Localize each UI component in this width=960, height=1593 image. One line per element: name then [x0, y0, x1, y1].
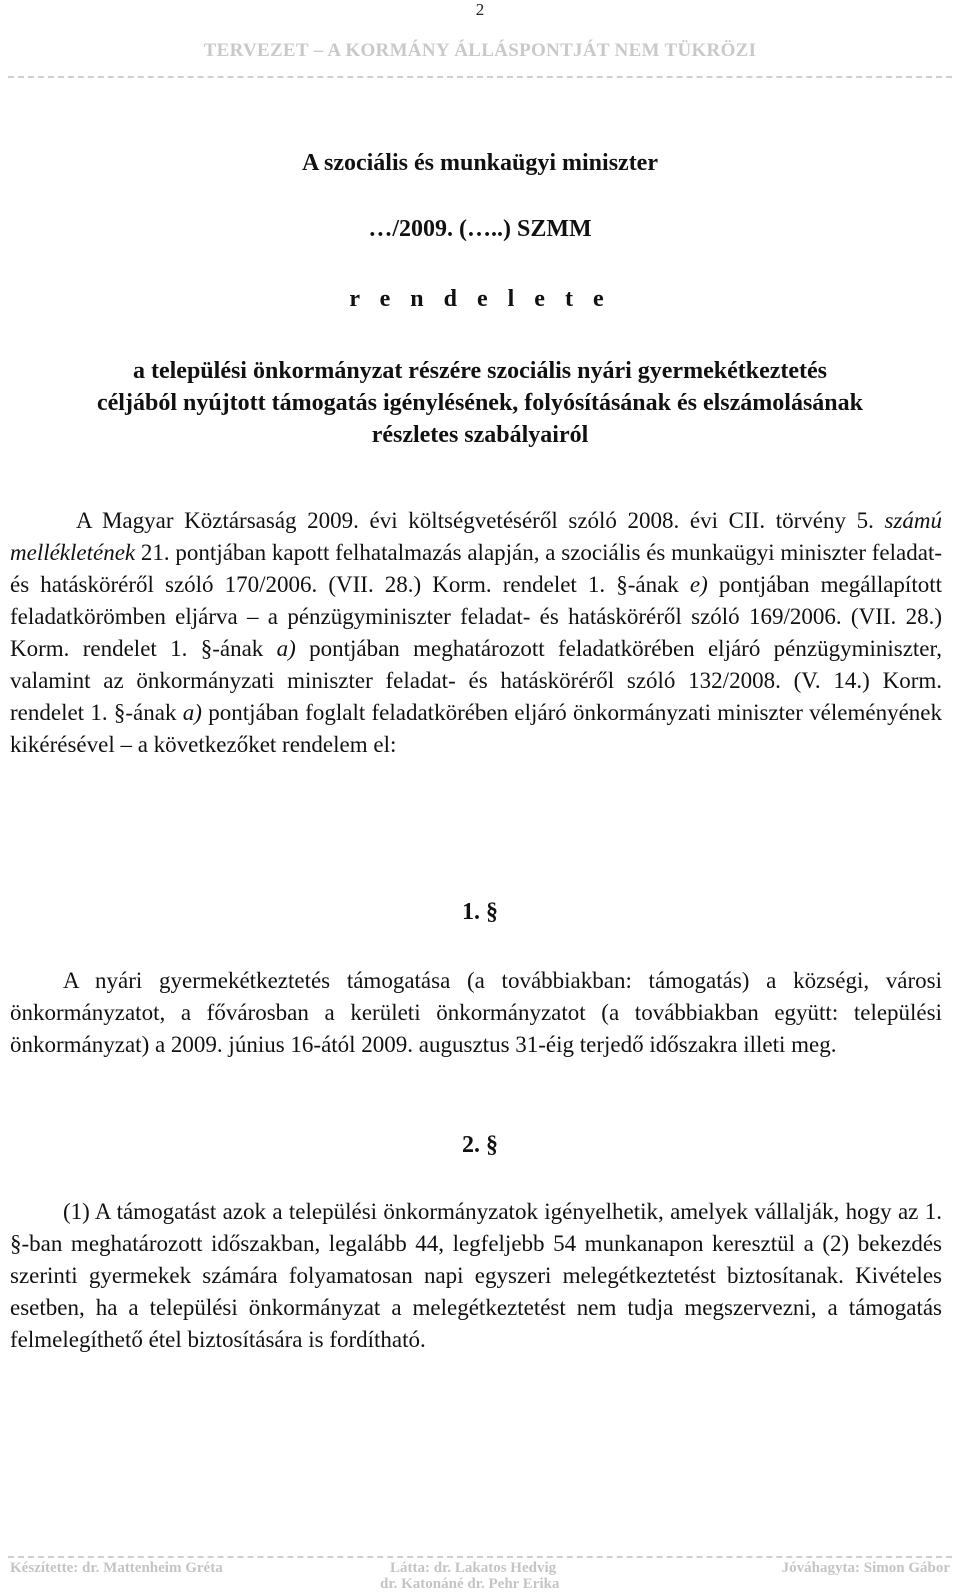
footer: [10, 1560, 950, 1592]
preamble-text: pontjában foglalt feladatkörében eljáró önkormányzati miniszter véleményének kikérésével – a következőket rendelem el:: [10, 700, 942, 757]
preamble-italic: a): [182, 700, 202, 725]
ministry-heading: A szociális és munkaügyi miniszter: [301, 150, 658, 176]
footer-approved-by: Jóváhagyta: Simon Gábor: [781, 1560, 950, 1576]
preamble-text: A Magyar Köztársaság 2009. évi költségvetéséről szóló 2008. évi CII. törvény 5.: [76, 508, 885, 533]
preamble-text: pontjában meghatározott feladatkörében eljáró pénzügyminiszter, valamint az önkormányzati miniszter feladat- és hatásköréről szóló 132/2008. (V. 14.) Korm. rendelet 1. §-ának: [10, 636, 942, 725]
preamble-paragraph: [10, 505, 942, 761]
preamble-text: pontjában megállapított feladatkörömben eljárva – a pénzügyminiszter feladat- és hatásköréről szóló 169/2006. (VII. 28.) Korm. rendelet 1. §-ának: [10, 572, 942, 661]
draft-watermark: TERVEZET – A KORMÁNY ÁLLÁSPONTJÁT NEM TÜKRÖZI: [203, 40, 757, 61]
decree-number: …/2009. (…..) SZMM: [368, 216, 592, 242]
decree-type: r e n d e l e t e: [349, 286, 611, 312]
section-2-paragraph: (1) A támogatást azok a települési önkormányzatok igényelhetik, amelyek vállalják, hogy az 1. §-ban meghatározott időszakban, legalább 44, legfeljebb 54 munkanapon keresztül a (2) bekezdés szerinti gyermekek számára folyamatosan napi egyszeri melegétkeztetést biztosítanak. Kivételes esetben, ha a települési önkormányzat a melegétkeztetést nem tudja megszervezni, a támogatás felmelegíthető étel biztosítására is fordítható.: [10, 1199, 942, 1352]
title-line: részletes szabályairól: [371, 422, 589, 448]
header-divider: [8, 76, 952, 78]
section-1-heading: 1. §: [462, 899, 498, 925]
preamble-italic: a): [276, 636, 296, 661]
title-line: a települési önkormányzat részére szociális nyári gyermekétkeztetés: [132, 358, 828, 384]
page-number: 2: [475, 0, 485, 19]
preamble-italic: számú mellékletének: [10, 508, 942, 565]
title-line: céljából nyújtott támogatás igénylésének, folyósításának és elszámolásának: [97, 390, 863, 416]
footer-divider: [8, 1556, 952, 1558]
preamble-italic: e): [689, 572, 708, 597]
footer-seen-by-2: dr. Katonáné dr. Pehr Erika: [380, 1576, 560, 1592]
section-1-paragraph: A nyári gyermekétkeztetés támogatása (a továbbiakban: támogatás) a községi, városi önkormányzatot, a fővárosban a kerületi önkormányzatot (a továbbiakban együtt: települési önkormányzat) a 2009. június 16-ától 2009. augusztus 31-éig terjedő időszakra illeti meg.: [10, 968, 942, 1057]
footer-seen-by: Látta: dr. Lakatos Hedvig: [390, 1560, 557, 1576]
footer-prepared-by: Készítette: dr. Mattenheim Gréta: [10, 1560, 223, 1576]
section-2-heading: 2. §: [462, 1132, 498, 1158]
decree-title: [0, 355, 960, 451]
preamble-text: 21. pontjában kapott felhatalmazás alapján, a szociális és munkaügyi miniszter feladat- és hatásköréről szóló 170/2006. (VII. 28.) Korm. rendelet 1. §-ának: [10, 540, 942, 597]
